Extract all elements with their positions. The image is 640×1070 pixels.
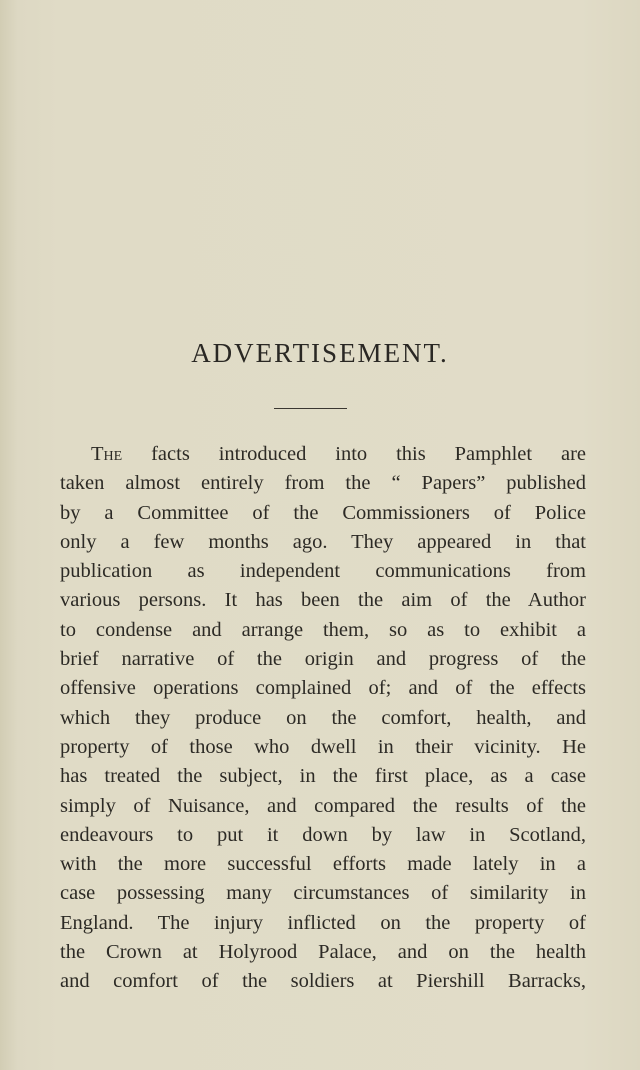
paragraph-line-2: taken almost entirely from the “ Papers” published xyxy=(60,472,586,495)
first-line-text: facts introduced into this Pamphlet are xyxy=(151,443,586,465)
paragraph-line-16: case possessing many circumstances of similarity in xyxy=(60,882,586,905)
paragraph-line-17: England. The injury inflicted on the property of xyxy=(60,911,586,934)
page-title: ADVERTISEMENT. xyxy=(191,338,449,368)
paragraph-line-12: has treated the subject, in the first place, as a case xyxy=(60,765,586,788)
paragraph-line-19: and comfort of the soldiers at Piershill Barracks, xyxy=(60,970,586,993)
paragraph-line-5: publication as independent communications from xyxy=(60,560,586,583)
paragraph-line-18: the Crown at Holyrood Palace, and on the health xyxy=(60,941,586,964)
opening-word: The xyxy=(91,443,123,465)
paragraph-line-3: by a Committee of the Commissioners of Police xyxy=(60,501,586,524)
title-divider xyxy=(274,408,347,409)
paragraph-line-11: property of those who dwell in their vicinity. He xyxy=(60,735,586,758)
paragraph-line-10: which they produce on the comfort, health, and xyxy=(60,706,586,729)
paragraph-line-14: endeavours to put it down by law in Scotland, xyxy=(60,823,586,846)
paragraph-line-9: offensive operations complained of; and of the effects xyxy=(60,677,586,700)
paragraph-line-8: brief narrative of the origin and progress of the xyxy=(60,648,586,671)
advertisement-paragraph xyxy=(60,440,586,997)
paragraph-line-1 xyxy=(60,440,586,469)
paragraph-line-13: simply of Nuisance, and compared the results of the xyxy=(60,794,586,817)
paragraph-line-15: with the more successful efforts made lately in a xyxy=(60,853,586,876)
paragraph-line-7: to condense and arrange them, so as to exhibit a xyxy=(60,618,586,641)
paragraph-line-4: only a few months ago. They appeared in that xyxy=(60,530,586,553)
paragraph-line-6: various persons. It has been the aim of the Author xyxy=(60,589,586,612)
